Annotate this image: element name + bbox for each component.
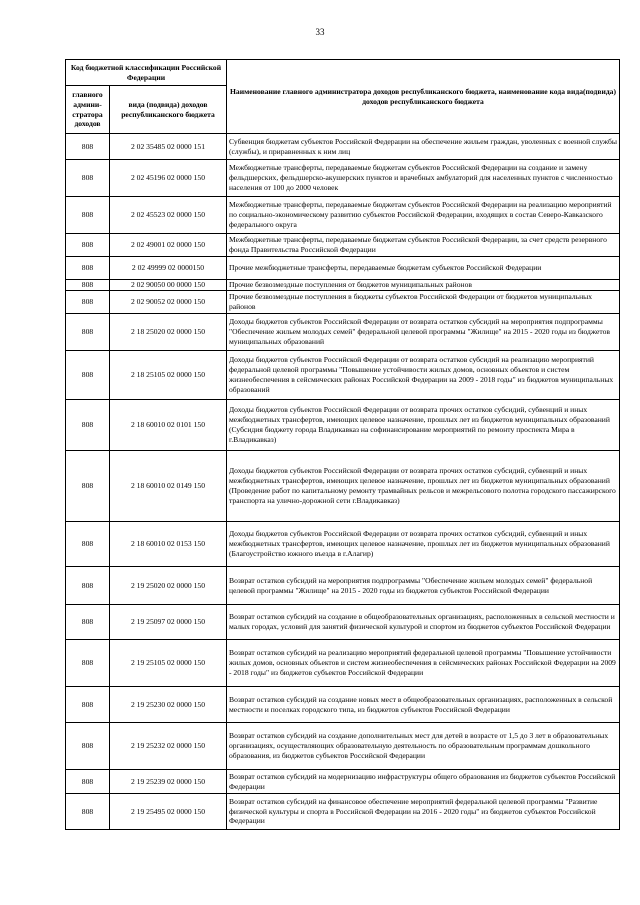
table-row (66, 280, 620, 291)
revenue-name-cell: Возврат остатков субсидий на создание в общеобразовательных организациях, расположенных в сельской местности и малых городах, условий для занятий физической культурой и спортом из бюджетов субъектов Российской Федерации (227, 605, 620, 640)
admin-code-cell: 808 (66, 351, 110, 400)
revenue-code-cell: 2 18 25020 02 0000 150 (110, 314, 227, 351)
revenue-name-cell: Субвенция бюджетам субъектов Российской Федерации на обеспечение жильем граждан, уволенных с военной службы (службы), и приравненных к ним лиц (227, 134, 620, 160)
header-kind-column: вида (подвида) доходов республиканского бюджета (110, 86, 227, 134)
admin-code-cell: 808 (66, 291, 110, 314)
revenue-code-cell: 2 18 25105 02 0000 150 (110, 351, 227, 400)
revenue-code-cell: 2 19 25230 02 0000 150 (110, 687, 227, 723)
admin-code-cell: 808 (66, 400, 110, 451)
revenue-code-cell: 2 18 60010 02 0153 150 (110, 522, 227, 567)
admin-code-cell: 808 (66, 257, 110, 280)
revenue-name-cell: Доходы бюджетов субъектов Российской Федерации от возврата остатков субсидий на мероприятия подпрограммы "Обеспечение жильем молодых семей" федеральной целевой программы "Жилище" на 2015 - 2020 годы из бюджетов муниципальных образований (227, 314, 620, 351)
table-body (66, 134, 620, 830)
revenue-code-cell: 2 02 45523 02 0000 150 (110, 197, 227, 234)
table-row (66, 197, 620, 234)
revenue-code-cell: 2 02 90052 02 0000 150 (110, 291, 227, 314)
table-row (66, 400, 620, 451)
revenue-name-cell: Прочие безвозмездные поступления в бюджеты субъектов Российской Федерации от бюджетов муниципальных районов (227, 291, 620, 314)
table-row (66, 723, 620, 770)
admin-code-cell: 808 (66, 723, 110, 770)
table-row (66, 794, 620, 830)
revenue-name-cell: Доходы бюджетов субъектов Российской Федерации от возврата остатков субсидий на реализацию мероприятий федеральной целевой программы "Повышение устойчивости жилых домов, основных объектов и систем жизнеобеспечения в сейсмических районах Российской Федерации на 2009 - 2018 годы" из бюджетов муниципальных образований (227, 351, 620, 400)
admin-code-cell: 808 (66, 640, 110, 687)
revenue-name-cell: Прочие безвозмездные поступления от бюджетов муниципальных районов (227, 280, 620, 291)
header-name-column: Наименование главного администратора доходов республиканского бюджета, наименование кода вида(подвида) доходов республиканского бюджета (227, 60, 620, 134)
revenue-code-cell: 2 19 25097 02 0000 150 (110, 605, 227, 640)
revenue-code-cell: 2 18 60010 02 0101 150 (110, 400, 227, 451)
admin-code-cell: 808 (66, 314, 110, 351)
table-header (66, 60, 620, 134)
revenue-code-cell: 2 18 60010 02 0149 150 (110, 451, 227, 522)
revenue-name-cell: Доходы бюджетов субъектов Российской Федерации от возврата прочих остатков субсидий, субвенций и иных межбюджетных трансфертов, имеющих целевое назначение, прошлых лет из бюджетов муниципальных образований (Субсидия бюджету города Владикавказ на софинансирование мероприятий по ремонту проспекта Мира в г.Владикавказ) (227, 400, 620, 451)
revenue-name-cell: Межбюджетные трансферты, передаваемые бюджетам субъектов Российской Федерации на реализацию мероприятий по социально-экономическому развитию субъектов Российской Федерации, входящих в состав Северо-Кавказского федерального округа (227, 197, 620, 234)
revenue-code-cell: 2 19 25495 02 0000 150 (110, 794, 227, 830)
admin-code-cell: 808 (66, 134, 110, 160)
admin-code-cell: 808 (66, 160, 110, 197)
admin-code-cell: 808 (66, 234, 110, 257)
admin-code-cell: 808 (66, 451, 110, 522)
table-row (66, 640, 620, 687)
table-row (66, 134, 620, 160)
revenue-name-cell: Межбюджетные трансферты, передаваемые бюджетам субъектов Российской Федерации, за счет средств резервного фонда Правительства Российской Федерации (227, 234, 620, 257)
admin-code-cell: 808 (66, 770, 110, 794)
table-row (66, 351, 620, 400)
admin-code-cell: 808 (66, 280, 110, 291)
revenue-name-cell: Возврат остатков субсидий на модернизацию инфраструктуры общего образования из бюджетов субъектов Российской Федерации (227, 770, 620, 794)
revenue-code-cell: 2 19 25105 02 0000 150 (110, 640, 227, 687)
admin-code-cell: 808 (66, 605, 110, 640)
revenue-code-cell: 2 02 45196 02 0000 150 (110, 160, 227, 197)
budget-classification-table (65, 59, 620, 830)
table-row (66, 160, 620, 197)
table-row (66, 451, 620, 522)
table-row (66, 567, 620, 605)
revenue-name-cell: Возврат остатков субсидий на реализацию мероприятий федеральной целевой программы "Повышение устойчивости жилых домов, основных объектов и систем жизнеобеспечения в сейсмических районах Российской Федерации на 2009 - 2018 годы" из бюджетов субъектов Российской Федерации (227, 640, 620, 687)
table-row (66, 234, 620, 257)
admin-code-cell: 808 (66, 794, 110, 830)
admin-code-cell: 808 (66, 197, 110, 234)
table-row (66, 314, 620, 351)
revenue-name-cell: Прочие межбюджетные трансферты, передаваемые бюджетам субъектов Российской Федерации (227, 257, 620, 280)
header-admin-column: главного админи-стратора доходов (66, 86, 110, 134)
revenue-code-cell: 2 19 25020 02 0000 150 (110, 567, 227, 605)
revenue-code-cell: 2 02 35485 02 0000 151 (110, 134, 227, 160)
revenue-name-cell: Доходы бюджетов субъектов Российской Федерации от возврата прочих остатков субсидий, субвенций и иных межбюджетных трансфертов, имеющих целевое назначение, прошлых лет из бюджетов муниципальных образований (Проведение работ по капитальному ремонту трамвайных рельсов и межрельсового полотна городского пассажирского транспорта на улично-дорожной сети г.Владикавказ) (227, 451, 620, 522)
revenue-code-cell: 2 02 49001 02 0000 150 (110, 234, 227, 257)
revenue-code-cell: 2 19 25239 02 0000 150 (110, 770, 227, 794)
admin-code-cell: 808 (66, 522, 110, 567)
table-row (66, 522, 620, 567)
admin-code-cell: 808 (66, 567, 110, 605)
revenue-code-cell: 2 02 49999 02 0000150 (110, 257, 227, 280)
revenue-name-cell: Доходы бюджетов субъектов Российской Федерации от возврата прочих остатков субсидий, субвенций и иных межбюджетных трансфертов, имеющих целевое назначение, прошлых лет из бюджетов муниципальных образований (Благоустройство южного въезда в г.Алагир) (227, 522, 620, 567)
revenue-code-cell: 2 19 25232 02 0000 150 (110, 723, 227, 770)
table-row (66, 291, 620, 314)
revenue-name-cell: Возврат остатков субсидий на создание новых мест в общеобразовательных организациях, расположенных в сельской местности и поселках городского типа, из бюджетов субъектов Российской Федерации (227, 687, 620, 723)
table-row (66, 687, 620, 723)
page-number: 33 (315, 27, 325, 37)
revenue-name-cell: Возврат остатков субсидий на мероприятия подпрограммы "Обеспечение жильем молодых семей" федеральной целевой программы "Жилище" на 2015 - 2020 годы из бюджетов субъектов Российской Федерации (227, 567, 620, 605)
header-group-code: Код бюджетной классификации Российской Федерации (66, 60, 227, 86)
admin-code-cell: 808 (66, 687, 110, 723)
table-row (66, 770, 620, 794)
revenue-code-cell: 2 02 90050 00 0000 150 (110, 280, 227, 291)
revenue-name-cell: Возврат остатков субсидий на финансовое обеспечение мероприятий федеральной целевой программы "Развитие физической культуры и спорта в Российской Федерации на 2016 - 2020 годы" из бюджетов субъектов Российской Федерации (227, 794, 620, 830)
table-row (66, 257, 620, 280)
table-row (66, 605, 620, 640)
revenue-name-cell: Возврат остатков субсидий на создание дополнительных мест для детей в возрасте от 1,5 до 3 лет в образовательных организациях, осуществляющих образовательную деятельность по образовательным программам дошкольного образования, из бюджетов субъектов Российской Федерации (227, 723, 620, 770)
revenue-name-cell: Межбюджетные трансферты, передаваемые бюджетам субъектов Российской Федерации на создание и замену фельдшерских, фельдшерско-акушерских пунктов и врачебных амбулаторий для населенных пунктов с численностью населения от 100 до 2000 человек (227, 160, 620, 197)
